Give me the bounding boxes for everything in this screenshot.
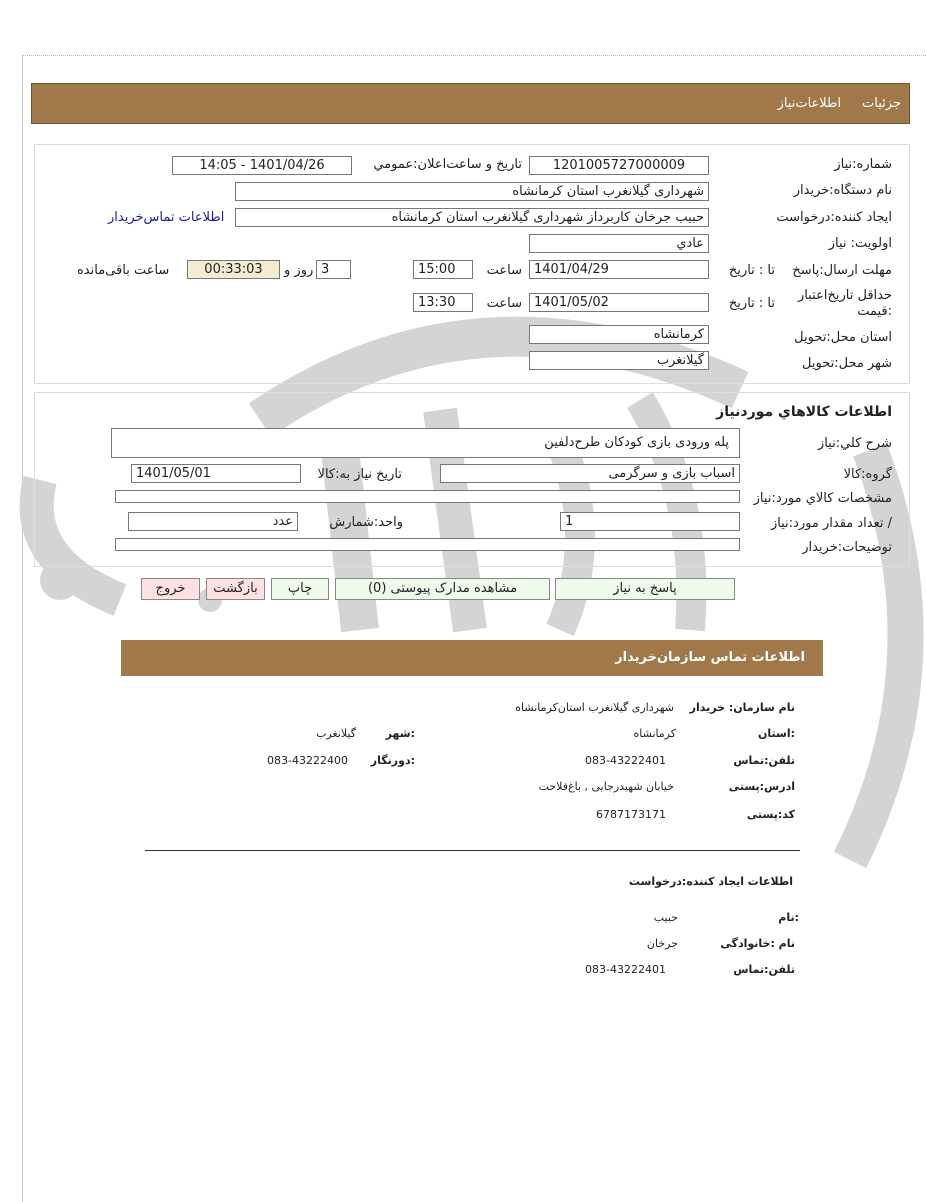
delivery-city-label: شهر محل:تحویل xyxy=(802,356,892,371)
priority-field: عادي xyxy=(529,234,709,253)
general-description-field: پله ورودی بازی کودکان طرح‌دلفین xyxy=(111,428,740,458)
days-field: 3 xyxy=(316,260,351,279)
buyer-org-label: نام دستگاه:خریدار xyxy=(793,183,892,198)
reply-to-need-button[interactable]: پاسخ به نیاز xyxy=(555,578,735,600)
goods-specs-field xyxy=(115,490,740,503)
buyer-contact-link[interactable]: اطلاعات تماس‌خریدار xyxy=(108,210,225,225)
buyer-org-field: شهرداری گیلانغرب استان کرمانشاه xyxy=(235,182,709,201)
validity-time-field: 13:30 xyxy=(413,293,473,312)
remaining-time-field: 00:33:03 xyxy=(187,260,280,279)
general-description-label: شرح کلي:نیاز xyxy=(817,436,892,451)
contact-address-label: ادرس:پستی xyxy=(728,780,795,793)
priority-label: اولویت: نیاز xyxy=(828,236,892,251)
delivery-province-label: استان محل:تحویل xyxy=(794,330,892,345)
need-date-field: 1401/05/01 xyxy=(131,464,301,483)
goods-group-label: گروه:کالا xyxy=(843,467,892,482)
requester-family-label: نام :خانوادگی xyxy=(720,937,795,950)
contact-fax-value: 083-43222400 xyxy=(267,754,348,767)
need-number-label: شماره:نیاز xyxy=(834,157,892,172)
deadline-to-date-label: تا : تاریخ xyxy=(728,263,775,278)
announce-date-field: 1401/04/26 - 14:05 xyxy=(172,156,352,175)
contact-province-label: :استان xyxy=(758,727,795,740)
requester-phone-label: تلفن:تماس xyxy=(733,963,795,976)
contact-phone-label: تلفن:تماس xyxy=(733,754,795,767)
buyer-notes-label: توضیحات:خریدار xyxy=(802,540,892,555)
requester-family-value: جرخان xyxy=(646,937,678,950)
tab-details[interactable]: جزئیات xyxy=(862,96,901,111)
requester-section-title: اطلاعات ایجاد کننده:درخواست xyxy=(628,875,793,888)
days-label: روز و xyxy=(284,263,314,278)
buyer-notes-field xyxy=(115,538,740,551)
deadline-time-field: 15:00 xyxy=(413,260,473,279)
validity-label-line1: حداقل تاریخ‌اعتبار xyxy=(798,288,892,303)
announce-date-label: تاریخ و ساعت‌اعلان:عمومي xyxy=(373,157,522,172)
contact-postal-label: کد:پستی xyxy=(746,808,795,821)
unit-field: عدد xyxy=(128,512,298,531)
contact-city-value: گیلانغرب xyxy=(316,727,356,740)
contact-divider xyxy=(145,850,800,851)
requester-phone-value: 083-43222401 xyxy=(585,963,666,976)
requester-name-value: حبیب xyxy=(653,911,678,924)
validity-label-line2: :قیمت xyxy=(857,304,892,319)
need-number-field: 1201005727000009 xyxy=(529,156,709,175)
contact-phone-value: 083-43222401 xyxy=(585,754,666,767)
requester-name-label: :نام xyxy=(778,911,799,924)
back-button[interactable]: بازگشت xyxy=(206,578,265,600)
delivery-city-field: گیلانغرب xyxy=(529,351,709,370)
goods-section-title: اطلاعات کالاهاي موردنیاز xyxy=(716,404,892,420)
page-header-bar xyxy=(31,83,910,124)
goods-specs-label: مشخصات کالاي مورد:نیاز xyxy=(753,491,892,506)
goods-group-field: اسباب بازی و سرگرمی xyxy=(440,464,740,483)
validity-to-date-label: تا : تاریخ xyxy=(728,296,775,311)
contact-address-value: خیابان شهید‌رجایی , باغ‌فلاحت xyxy=(538,780,674,793)
view-attachments-button[interactable]: مشاهده مدارک پیوستی (0) xyxy=(335,578,550,600)
print-button[interactable]: چاپ xyxy=(271,578,329,600)
creator-field: حبیب جرخان کاربرداز شهرداری گیلانغرب استان کرمانشاه xyxy=(235,208,709,227)
contact-org-label: نام سازمان: خریدار xyxy=(689,701,795,714)
need-date-label: تاریخ نیاز به:کالا xyxy=(317,467,402,482)
exit-button[interactable]: خروج xyxy=(141,578,200,600)
contact-city-label: :شهر xyxy=(385,727,415,740)
validity-date-field: 1401/05/02 xyxy=(529,293,709,312)
contact-postal-value: 6787173171 xyxy=(596,808,666,821)
buyer-contact-title: اطلاعات تماس سازمان‌خریدار xyxy=(615,650,805,665)
remaining-time-label: ساعت باقی‌مانده xyxy=(77,263,170,278)
contact-org-value: شهرداری گیلانغرب استان‌کرمانشاه xyxy=(515,701,674,714)
quantity-field: 1 xyxy=(560,512,740,531)
quantity-label: / تعداد مقدار مورد:نیاز xyxy=(770,516,892,531)
tab-need-info[interactable]: اطلاعات‌نیاز xyxy=(777,96,841,111)
deadline-time-label: ساعت xyxy=(486,263,522,278)
deadline-date-field: 1401/04/29 xyxy=(529,260,709,279)
top-dotted-divider xyxy=(22,55,926,56)
unit-label: واحد:شمارش xyxy=(329,515,403,530)
deadline-label: مهلت ارسال:پاسخ xyxy=(792,263,892,278)
contact-province-value: کرمانشاه xyxy=(633,727,676,740)
creator-label: ایجاد کننده:درخواست xyxy=(776,210,892,225)
buyer-contact-header xyxy=(121,640,823,676)
validity-time-label: ساعت xyxy=(486,296,522,311)
contact-fax-label: :دورنگار xyxy=(370,754,415,767)
delivery-province-field: کرمانشاه xyxy=(529,325,709,344)
